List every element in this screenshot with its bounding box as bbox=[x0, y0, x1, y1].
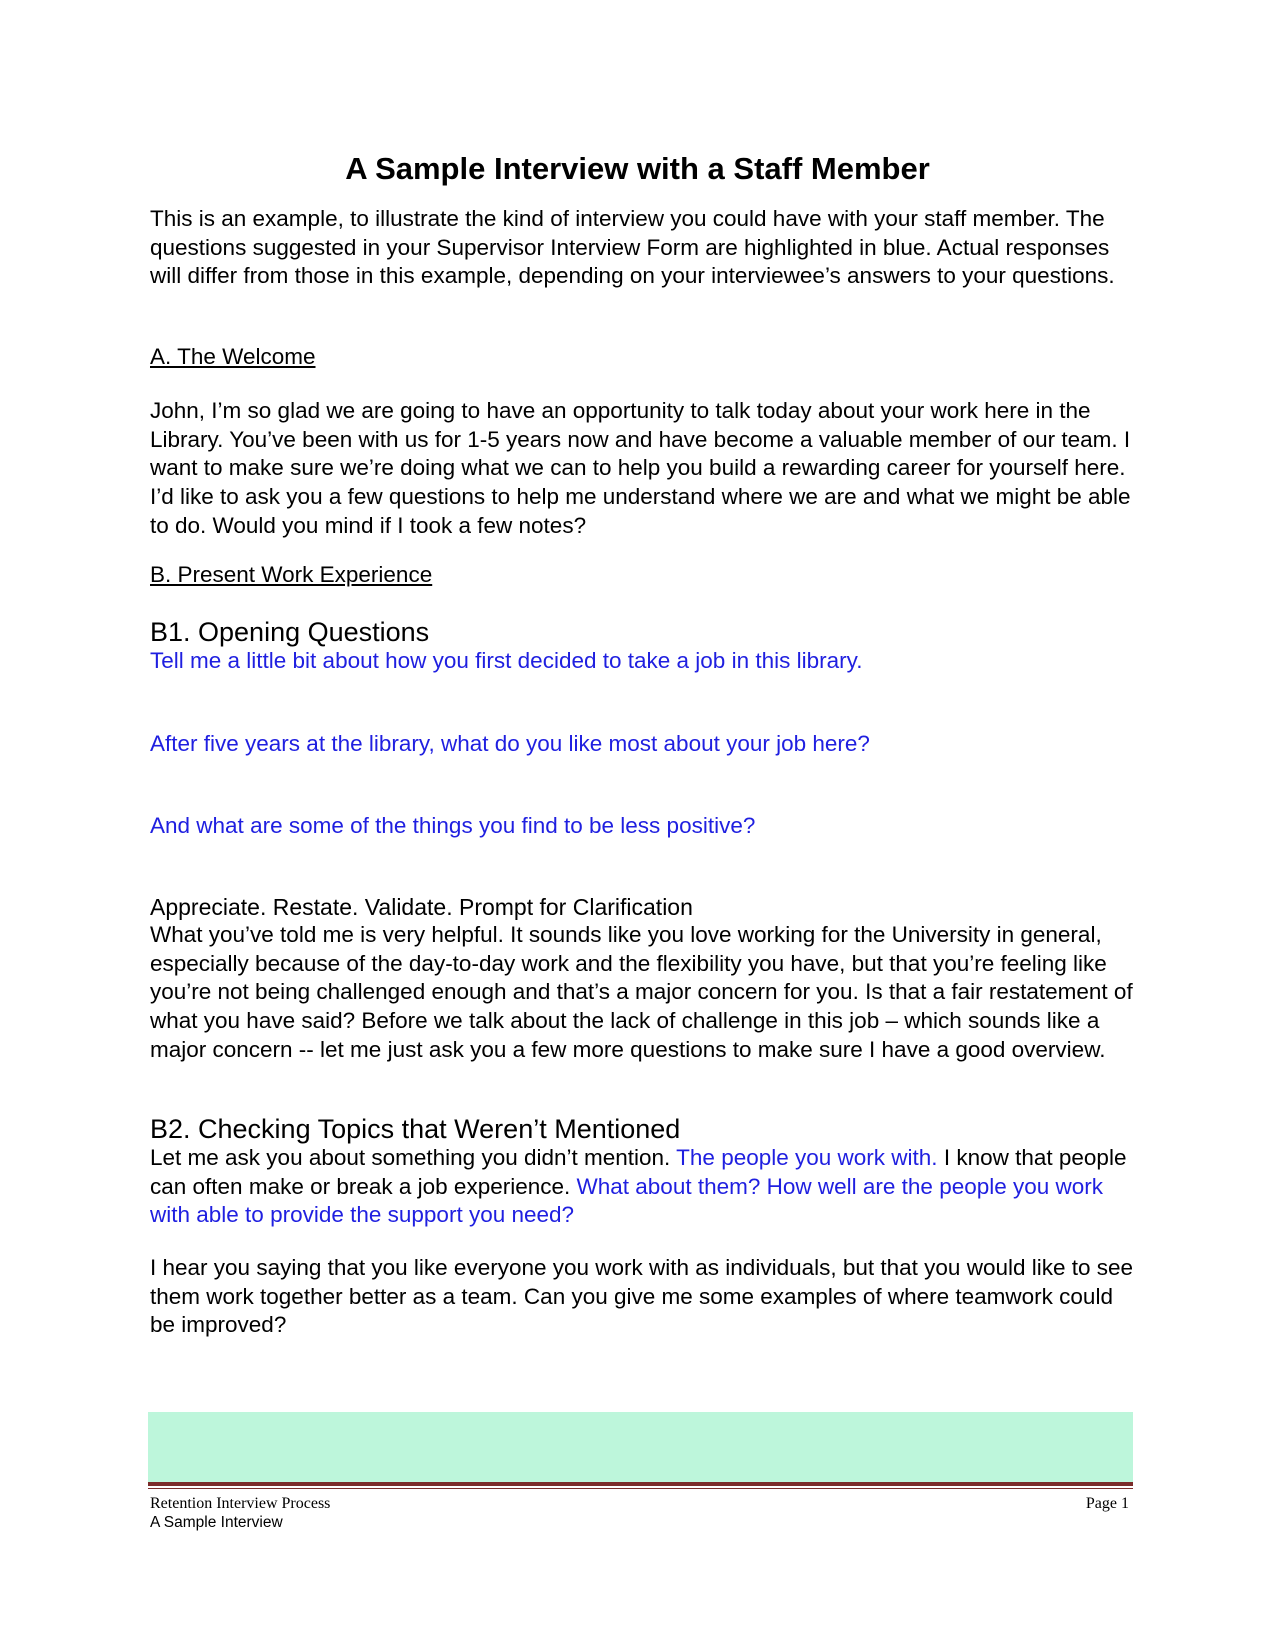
question-1: Tell me a little bit about how you first decided to take a job in this library. bbox=[150, 648, 863, 673]
b2-question-support: What about them? How well are the people you work with able to provide the support you need? bbox=[150, 1173, 1104, 1228]
b2-question-people: The people you work with. bbox=[676, 1145, 938, 1170]
footer-rule-thin bbox=[148, 1488, 1133, 1489]
arvp-paragraph: What you’ve told me is very helpful. It sounds like you love working for the University in general, especially because of the day-to-day work and the flexibility you have, but that you’re feeling like you’re not being challenged enough and that’s a major concern for you. Is that a fair restatement of what you have said? Before we talk about the lack of challenge in this job – which sounds like a major concern -- let me just ask you a few more questions to make sure I have a good overview. bbox=[150, 922, 1133, 1062]
footer-rule-thick bbox=[148, 1482, 1133, 1486]
b2-text-1: Let me ask you about something you didn’t mention. bbox=[150, 1145, 671, 1170]
b2-text-2: I know that people can often make or break a job experience. bbox=[150, 1145, 1127, 1199]
arvp-heading: Appreciate. Restate. Validate. Prompt for Clarification bbox=[150, 894, 693, 920]
notes-highlight-box bbox=[148, 1412, 1133, 1482]
footer-left bbox=[150, 1494, 330, 1532]
question-2: After five years at the library, what do you like most about your job here? bbox=[150, 731, 870, 756]
page-title: A Sample Interview with a Staff Member bbox=[345, 151, 930, 186]
b2-heading: B2. Checking Topics that Weren’t Mentioned bbox=[150, 1114, 681, 1144]
section-b-heading: B. Present Work Experience bbox=[150, 562, 433, 587]
footer-doc-subtitle: A Sample Interview bbox=[150, 1514, 283, 1531]
intro-paragraph: This is an example, to illustrate the kind of interview you could have with your staff member. The questions suggested in your Supervisor Interview Form are highlighted in blue. Actual responses will differ from those in this example, depending on your interviewee’s answers to your questions. bbox=[150, 206, 1115, 289]
footer-doc-title: Retention Interview Process bbox=[150, 1495, 331, 1512]
b2-paragraph-2: I hear you saying that you like everyone you work with as individuals, but that you would like to see them work together better as a team. Can you give me some examples of where teamwork could be improved? bbox=[150, 1255, 1134, 1338]
welcome-paragraph: John, I’m so glad we are going to have an opportunity to talk today about your work here in the Library. You’ve been with us for 1-5 years now and have become a valuable member of our team. I want to make sure we’re doing what we can to help you build a rewarding career for yourself here. I’d like to ask you a few questions to help me understand where we are and what we might be able to do. Would you mind if I took a few notes? bbox=[150, 398, 1131, 538]
b1-heading: B1. Opening Questions bbox=[150, 617, 430, 647]
b2-paragraph-1 bbox=[150, 1144, 1135, 1230]
page-number: Page 1 bbox=[1085, 1495, 1129, 1512]
question-3: And what are some of the things you find to be less positive? bbox=[150, 813, 756, 838]
section-a-heading: A. The Welcome bbox=[150, 344, 316, 369]
